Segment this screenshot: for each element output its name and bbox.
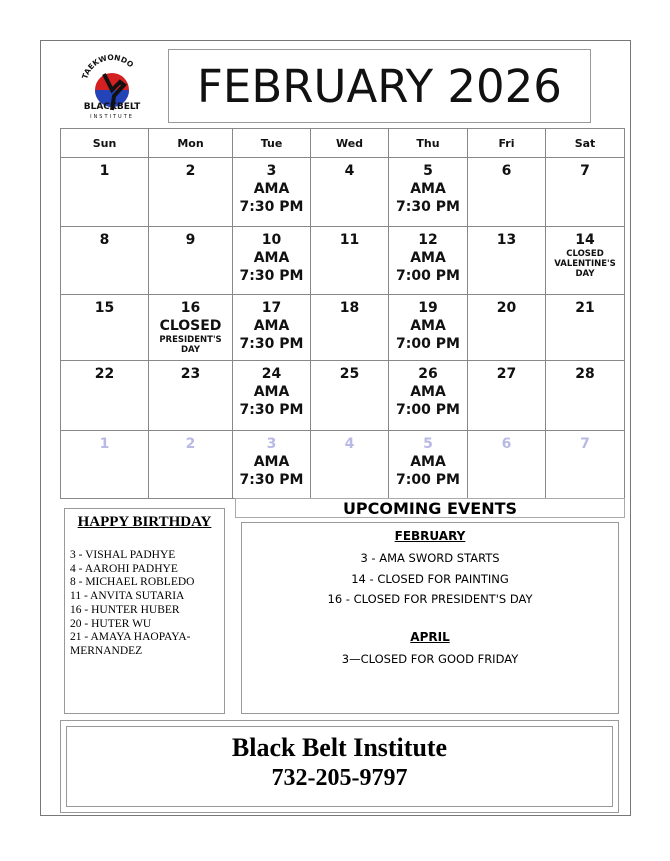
- taekwondo-logo: [72, 52, 152, 122]
- day-number: 1: [99, 436, 110, 452]
- day-number: 6: [501, 163, 512, 179]
- birthday-item: 21 - AMAYA HAOPAYA-MERNANDEZ: [70, 631, 191, 657]
- day-cell: [389, 361, 468, 431]
- class-info: 7:30 PM: [239, 199, 304, 215]
- event-month: FEBRUARY: [394, 529, 466, 543]
- closure-note: CLOSED: [566, 249, 604, 259]
- class-info: AMA: [253, 384, 290, 400]
- day-number: 17: [261, 300, 282, 316]
- day-cell: [149, 431, 233, 499]
- day-number: 13: [496, 232, 517, 248]
- day-number: 9: [185, 232, 196, 248]
- day-number: 24: [261, 366, 282, 382]
- day-cell: [233, 295, 311, 361]
- day-number: 10: [261, 232, 282, 248]
- day-header: Mon: [149, 129, 233, 158]
- closure-note: VALENTINE'S: [554, 259, 616, 269]
- day-cell: [61, 227, 149, 295]
- day-cell: [546, 295, 625, 361]
- class-info: 7:00 PM: [396, 336, 460, 352]
- week-row: [61, 227, 625, 295]
- calendar-grid: [60, 128, 625, 499]
- birthday-item: 3 - VISHAL PADHYE: [70, 549, 176, 561]
- day-cell: [61, 158, 149, 227]
- day-number: 15: [94, 300, 115, 316]
- day-number: 7: [580, 163, 590, 179]
- day-cell: [468, 431, 546, 499]
- day-header: Sat: [546, 129, 625, 158]
- day-header: Thu: [389, 129, 468, 158]
- event-month: APRIL: [410, 629, 450, 644]
- class-info: AMA: [410, 250, 446, 266]
- day-number: 26: [418, 366, 438, 382]
- class-info: 7:30 PM: [239, 336, 304, 352]
- event-item: 16 - CLOSED FOR PRESIDENT'S DAY: [327, 592, 533, 606]
- footer: [66, 726, 613, 807]
- day-number: 3: [266, 436, 277, 452]
- day-cell: [149, 361, 233, 431]
- day-number: 2: [185, 436, 196, 452]
- svg-text:TAEKWONDO: TAEKWONDO: [80, 52, 136, 81]
- day-cell: [546, 227, 625, 295]
- business-name: Black Belt Institute: [231, 733, 448, 762]
- day-cell: [389, 158, 468, 227]
- birthday-item: 4 - AAROHI PADHYE: [70, 562, 178, 575]
- day-header: Fri: [468, 129, 546, 158]
- day-number: 4: [344, 163, 355, 179]
- class-info: 7:00 PM: [396, 472, 460, 488]
- day-number: 16: [180, 300, 201, 316]
- class-info: AMA: [410, 384, 446, 400]
- week-row: [61, 431, 625, 499]
- birthday-title: HAPPY BIRTHDAY: [77, 514, 212, 530]
- day-number: 22: [94, 366, 115, 382]
- day-cell: [546, 431, 625, 499]
- class-info: AMA: [253, 318, 290, 334]
- day-cell: [149, 227, 233, 295]
- class-info: 7:00 PM: [396, 402, 460, 418]
- day-cell: [311, 361, 389, 431]
- day-cell: [311, 158, 389, 227]
- class-info: AMA: [410, 454, 446, 470]
- upcoming-events-title: UPCOMING EVENTS: [235, 498, 625, 518]
- birthday-item: 16 - HUNTER HUBER: [70, 603, 180, 616]
- day-number: 8: [99, 232, 110, 248]
- day-number: 11: [339, 232, 360, 248]
- birthday-item: 20 - HUTER WU: [70, 617, 152, 630]
- day-number: 7: [580, 436, 590, 452]
- week-row: [61, 295, 625, 361]
- day-cell: [546, 158, 625, 227]
- class-info: CLOSED: [159, 318, 222, 334]
- day-cell: [468, 227, 546, 295]
- event-item: 3 - AMA SWORD STARTS: [360, 551, 500, 565]
- week-row: [61, 361, 625, 431]
- phone-number: 732-205-9797: [271, 765, 408, 791]
- day-number: 14: [575, 232, 595, 248]
- day-cell: [149, 295, 233, 361]
- day-number: 3: [266, 163, 277, 179]
- day-cell: [233, 431, 311, 499]
- day-cell: [389, 431, 468, 499]
- day-cell: [468, 361, 546, 431]
- day-cell: [233, 361, 311, 431]
- day-header: Tue: [233, 129, 311, 158]
- class-info: AMA: [253, 181, 290, 197]
- day-cell: [61, 431, 149, 499]
- upcoming-events-panel: [241, 522, 619, 714]
- month-title: FEBRUARY 2026: [168, 49, 591, 123]
- day-number: 28: [575, 366, 595, 382]
- day-number: 19: [418, 300, 438, 316]
- day-cell: [546, 361, 625, 431]
- day-number: 23: [180, 366, 201, 382]
- day-number: 5: [423, 436, 433, 452]
- birthday-panel: [64, 508, 225, 714]
- day-number: 12: [418, 232, 438, 248]
- birthday-item: 8 - MICHAEL ROBLEDO: [70, 576, 195, 589]
- day-cell: [468, 295, 546, 361]
- day-number: 2: [185, 163, 196, 179]
- day-cell: [61, 295, 149, 361]
- class-info: 7:30 PM: [396, 199, 460, 215]
- day-cell: [233, 227, 311, 295]
- day-number: 4: [344, 436, 355, 452]
- closure-note: DAY: [575, 269, 595, 279]
- closure-note: DAY: [181, 345, 200, 355]
- day-cell: [311, 295, 389, 361]
- day-cell: [149, 158, 233, 227]
- day-number: 25: [339, 366, 360, 382]
- event-item: 3—CLOSED FOR GOOD FRIDAY: [341, 651, 519, 666]
- day-cell: [389, 227, 468, 295]
- day-number: 6: [501, 436, 512, 452]
- class-info: AMA: [410, 318, 446, 334]
- class-info: 7:00 PM: [396, 268, 460, 284]
- day-cell: [61, 361, 149, 431]
- class-info: AMA: [253, 250, 290, 266]
- day-number: 18: [339, 300, 360, 316]
- day-number: 21: [575, 300, 595, 316]
- day-number: 1: [99, 163, 110, 179]
- class-info: 7:30 PM: [239, 268, 304, 284]
- day-number: 20: [496, 300, 517, 316]
- day-cell: [468, 158, 546, 227]
- birthday-item: 11 - ANVITA SUTARIA: [70, 590, 185, 603]
- event-item: 14 - CLOSED FOR PAINTING: [351, 571, 509, 586]
- closure-note: PRESIDENT'S: [159, 335, 222, 345]
- class-info: 7:30 PM: [239, 472, 304, 488]
- day-cell: [233, 158, 311, 227]
- svg-text:INSTITUTE: INSTITUTE: [90, 114, 134, 120]
- svg-text:BLACKBELT: BLACKBELT: [83, 102, 141, 112]
- day-cell: [311, 431, 389, 499]
- class-info: 7:30 PM: [239, 402, 304, 418]
- class-info: AMA: [410, 181, 446, 197]
- day-header: Wed: [311, 129, 389, 158]
- day-number: 5: [423, 163, 433, 179]
- class-info: AMA: [253, 454, 290, 470]
- day-number: 27: [496, 366, 517, 382]
- day-header: Sun: [61, 129, 149, 158]
- day-cell: [311, 227, 389, 295]
- day-cell: [389, 295, 468, 361]
- week-row: [61, 158, 625, 227]
